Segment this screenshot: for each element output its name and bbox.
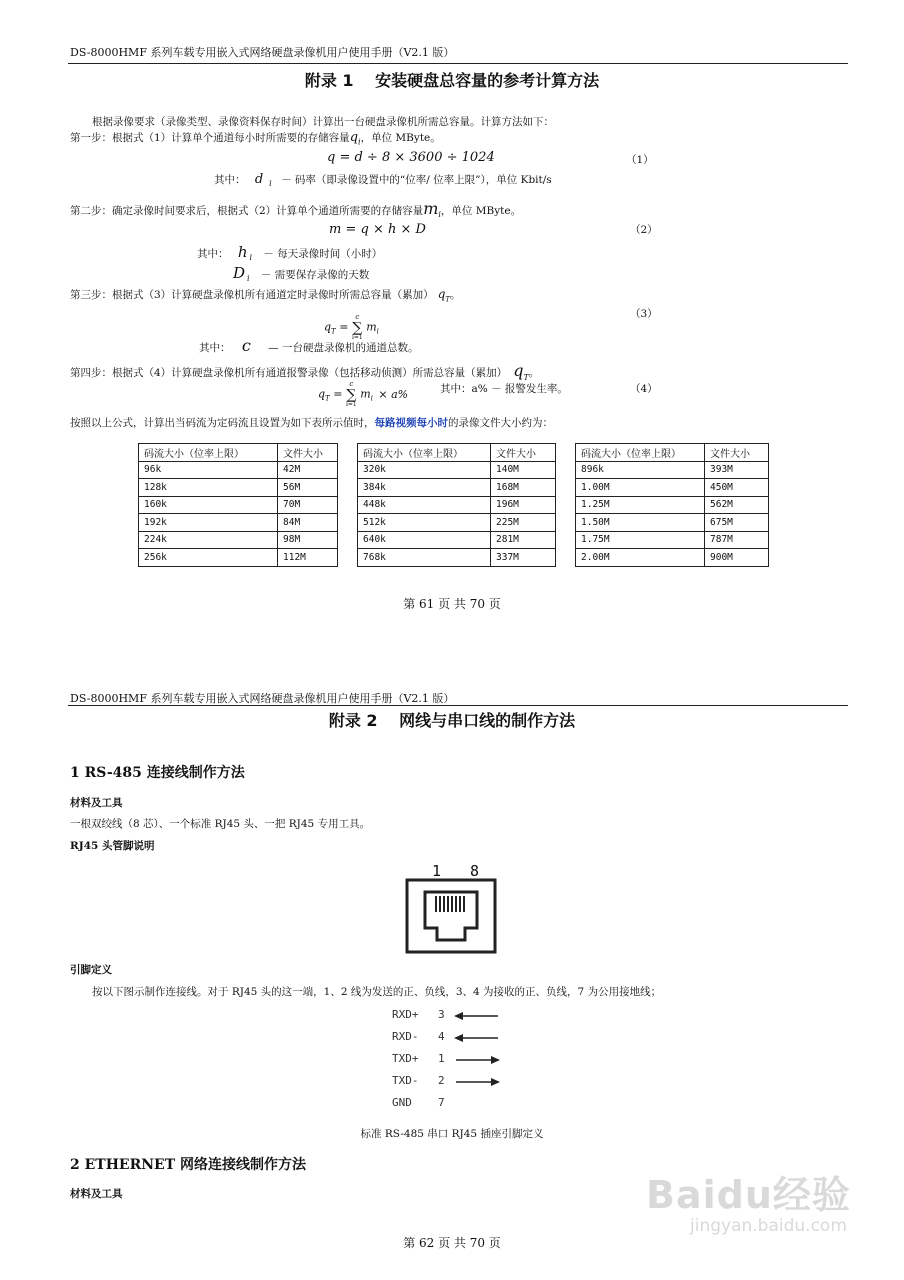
table-row: 192k 84M: [139, 514, 338, 532]
step3-text: 第三步：根据式（3）计算硬盘录像机所有通道定时录像时所需总容量（累加） $q_T$。: [70, 287, 461, 304]
subheading-pindef: 引脚定义: [70, 964, 112, 976]
eq2-where-d: D $_i$ － 需要保存录像的天数: [233, 264, 370, 284]
equation-1: q = d ÷ 8 × 3600 ÷ 1024: [327, 150, 495, 165]
table-row: 96k 42M: [139, 461, 338, 479]
table-row: 384k 168M: [358, 479, 556, 497]
step4-text: 第四步：根据式（4）计算硬盘录像机所有通道报警录像（包括移动侦测）所需总容量（累加） $q_T$。: [70, 361, 540, 383]
eq3-where: 其中： c — 一台硬盘录像机的通道总数。: [199, 336, 419, 355]
col-bitrate: 码流大小（位率上限）: [576, 444, 705, 462]
equation-2-number: （2）: [630, 224, 658, 236]
page-number: 第 62 页 共 70 页: [403, 1236, 501, 1250]
intro-text: 根据录像要求（录像类型、录像资料保存时间）计算出一台硬盘录像机所需总容量。计算方法如下：: [92, 116, 554, 128]
equation-2: m = q × h × D: [329, 222, 426, 237]
step1-text: 第一步：根据式（1）计算单个通道每小时所需要的存储容量$q_i$，单位 MByte。: [70, 130, 441, 147]
pin-row-txd-minus: TXD- 2: [392, 1074, 512, 1096]
table-row: 1.50M 675M: [576, 514, 769, 532]
table-row: 160k 70M: [139, 496, 338, 514]
bitrate-table-2: [357, 443, 556, 567]
arrow-left-icon: [454, 1033, 500, 1043]
eq4-where: 其中：a% － 报警发生率。: [440, 383, 568, 395]
equation-1-number: （1）: [626, 154, 654, 166]
rj45-connector-icon: [405, 878, 497, 954]
col-filesize: 文件大小: [705, 444, 769, 462]
eq2-where-h: 其中： h $_i$ － 每天录像时间（小时）: [197, 243, 383, 263]
table-row: 1.00M 450M: [576, 479, 769, 497]
col-bitrate: 码流大小（位率上限）: [358, 444, 491, 462]
section-heading-ethernet: 2 ETHERNET 网络连接线制作方法: [70, 1157, 306, 1173]
bitrate-table-1: [138, 443, 338, 567]
step2-text: 第二步：确定录像时间要求后，根据式（2）计算单个通道所需要的存储容量$m_i$，单位 MByte。: [70, 199, 522, 220]
bitrate-table-3: [575, 443, 769, 567]
equation-4: $q_T$ = c ∑ i=1 $m_i \times a\%$: [318, 380, 409, 408]
table-row: 320k 140M: [358, 461, 556, 479]
appendix-title: 附录 1 安装硬盘总容量的参考计算方法: [304, 71, 600, 90]
subheading-materials-2: 材料及工具: [70, 1188, 123, 1200]
table-note: 按照以上公式，计算出当码流为定码流且设置为如下表所示值时，每路视频每小时的录像文件大小约为：: [70, 417, 553, 429]
diagram-caption: 标准 RS-485 串口 RJ45 插座引脚定义: [360, 1128, 544, 1140]
arrow-right-icon: [454, 1055, 500, 1065]
subheading-materials: 材料及工具: [70, 797, 123, 809]
pindef-text: 按以下图示制作连接线。对于 RJ45 头的这一端，1、2 线为发送的正、负线，3、4 为接收的正、负线，7 为公用接地线；: [92, 986, 662, 998]
pin-row-gnd: GND 7: [392, 1096, 445, 1109]
equation-3-number: （3）: [630, 308, 658, 320]
equation-3: $q_T$ = c ∑ i=1 $m_i$: [324, 313, 379, 341]
pin-row-rxd-minus: RXD- 4: [392, 1030, 512, 1052]
table-row: 640k 281M: [358, 531, 556, 549]
page-header: DS-8000HMF 系列车载专用嵌入式网络硬盘录像机用户使用手册（V2.1 版）: [70, 692, 455, 705]
table-row: 224k 98M: [139, 531, 338, 549]
pin-definition-diagram: [392, 1008, 512, 1118]
header-rule: [68, 705, 848, 706]
col-filesize: 文件大小: [278, 444, 338, 462]
header-rule: [68, 63, 848, 64]
table-row: 128k 56M: [139, 479, 338, 497]
materials-text: 一根双绞线（8 芯）、一个标准 RJ45 头、一把 RJ45 专用工具。: [70, 818, 371, 830]
page-header: DS-8000HMF 系列车载专用嵌入式网络硬盘录像机用户使用手册（V2.1 版）: [70, 46, 455, 59]
equation-4-number: （4）: [630, 383, 658, 395]
table-row: 896k 393M: [576, 461, 769, 479]
eq1-where: 其中： d $_i$ － 码率（即录像设置中的“位率/ 位率上限”），单位 Kbit/s: [214, 172, 552, 189]
table-row: 1.25M 562M: [576, 496, 769, 514]
arrow-left-icon: [454, 1011, 500, 1021]
table-row: 1.75M 787M: [576, 531, 769, 549]
section-heading-rs485: 1 RS-485 连接线制作方法: [70, 765, 245, 781]
page-number: 第 61 页 共 70 页: [403, 597, 501, 611]
rj45-pin8-label: 8: [470, 862, 480, 880]
table-row: 448k 196M: [358, 496, 556, 514]
table-row: 768k 337M: [358, 549, 556, 567]
rj45-pin1-label: 1: [432, 862, 442, 880]
appendix-title: 附录 2 网线与串口线的制作方法: [328, 711, 576, 730]
col-bitrate: 码流大小（位率上限）: [139, 444, 278, 462]
subheading-rj45: RJ45 头管脚说明: [70, 840, 155, 852]
col-filesize: 文件大小: [491, 444, 556, 462]
baidu-jingyan-logo: Baidu经验: [646, 1173, 851, 1217]
table-row: 2.00M 900M: [576, 549, 769, 567]
pin-row-rxd-plus: RXD+ 3: [392, 1008, 512, 1030]
table-row: 256k 112M: [139, 549, 338, 567]
table-row: 512k 225M: [358, 514, 556, 532]
watermark-url: jingyan.baidu.com: [690, 1216, 847, 1236]
pin-row-txd-plus: TXD+ 1: [392, 1052, 512, 1074]
arrow-right-icon: [454, 1077, 500, 1087]
